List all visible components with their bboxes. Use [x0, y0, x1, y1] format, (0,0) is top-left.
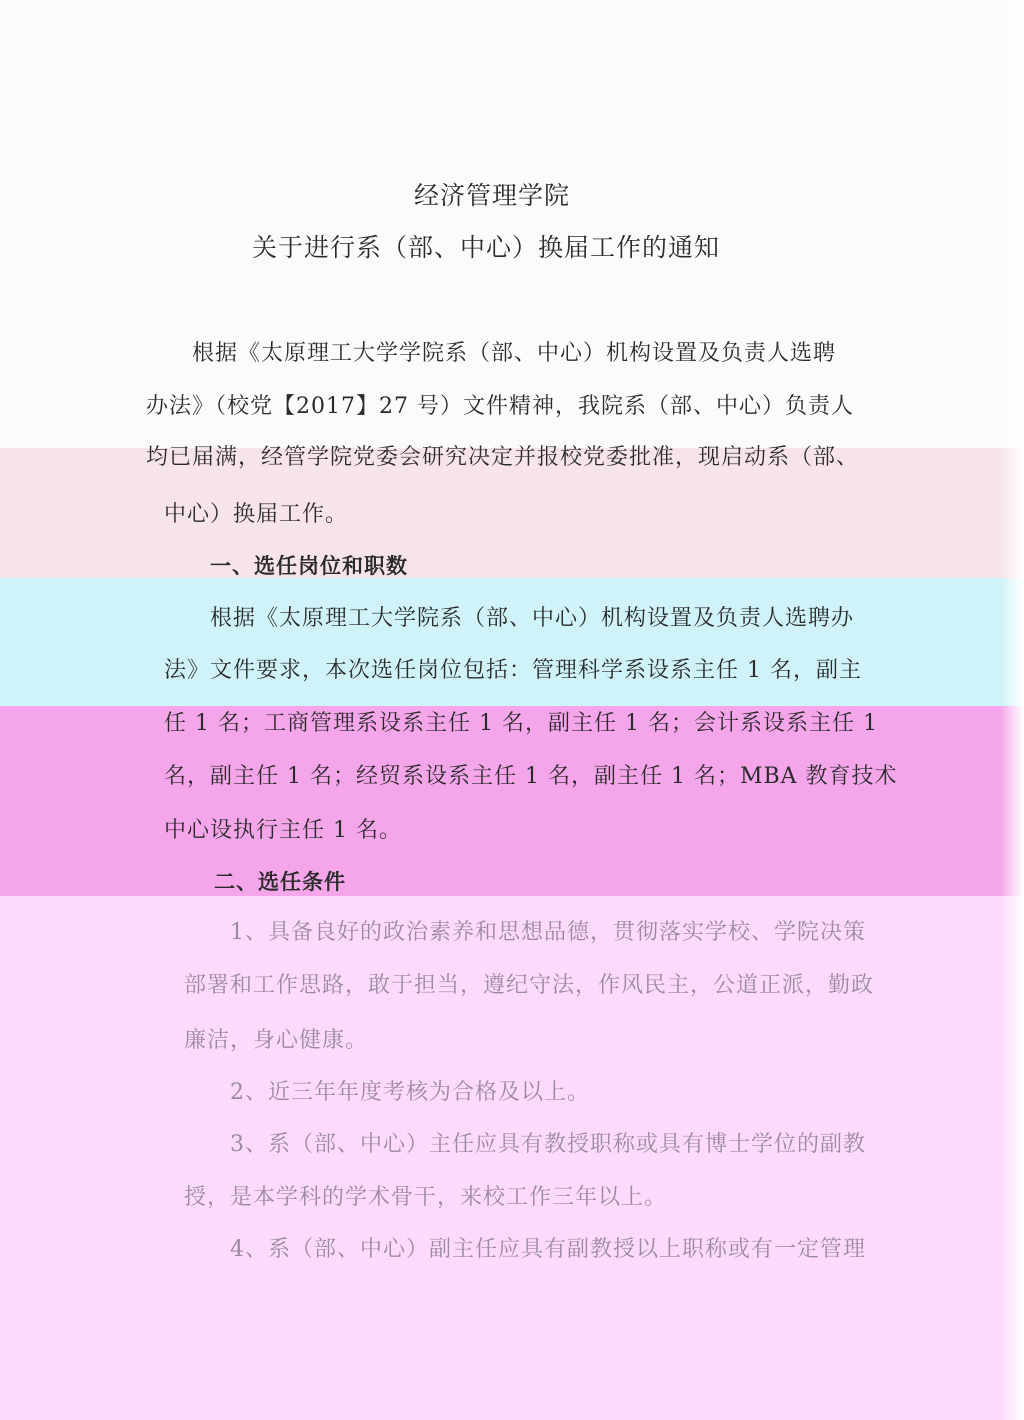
title-line-2: 关于进行系（部、中心）换届工作的通知: [252, 233, 721, 262]
section-2-line-5: 3、系（部、中心）主任应具有教授职称或具有博士学位的副教: [230, 1132, 866, 1157]
section-2-line-2: 部署和工作思路，敢于担当，遵纪守法，作风民主，公道正派，勤政: [184, 973, 875, 998]
section-2-line-6: 授，是本学科的学术骨干，来校工作三年以上。: [184, 1185, 668, 1210]
section-1-line-3: 任 1 名；工商管理系设系主任 1 名，副主任 1 名；会计系设系主任 1: [164, 711, 878, 736]
section-2-heading: 二、选任条件: [214, 870, 346, 894]
intro-line-3: 均已届满，经管学院党委会研究决定并报校党委批准，现启动系（部、: [146, 445, 860, 470]
section-1-line-2: 法》文件要求，本次选任岗位包括：管理科学系设系主任 1 名，副主: [164, 658, 862, 683]
section-2-line-3: 廉洁，身心健康。: [184, 1028, 369, 1053]
section-1-line-5: 中心设执行主任 1 名。: [164, 818, 402, 843]
section-2-line-4: 2、近三年年度考核为合格及以上。: [230, 1080, 590, 1105]
title-line-1: 经济管理学院: [414, 181, 571, 210]
section-1-line-1: 根据《太原理工大学院系（部、中心）机构设置及负责人选聘办: [210, 606, 855, 631]
section-1-line-4: 名，副主任 1 名；经贸系设系主任 1 名，副主任 1 名；MBA 教育技术: [164, 764, 898, 789]
page-band-cyan: [0, 578, 1024, 706]
intro-line-2: 办法》（校党【2017】27 号）文件精神，我院系（部、中心）负责人: [146, 394, 854, 419]
section-2-line-7: 4、系（部、中心）副主任应具有副教授以上职称或有一定管理: [230, 1237, 866, 1262]
section-1-heading: 一、选任岗位和职数: [210, 554, 408, 578]
intro-line-1: 根据《太原理工大学学院系（部、中心）机构设置及负责人选聘: [192, 341, 837, 366]
intro-line-4: 中心）换届工作。: [164, 502, 349, 527]
section-2-line-1: 1、具备良好的政治素养和思想品德，贯彻落实学校、学院决策: [230, 920, 866, 945]
page-band-white: [0, 0, 1024, 448]
paper-edge: [1000, 0, 1024, 1420]
